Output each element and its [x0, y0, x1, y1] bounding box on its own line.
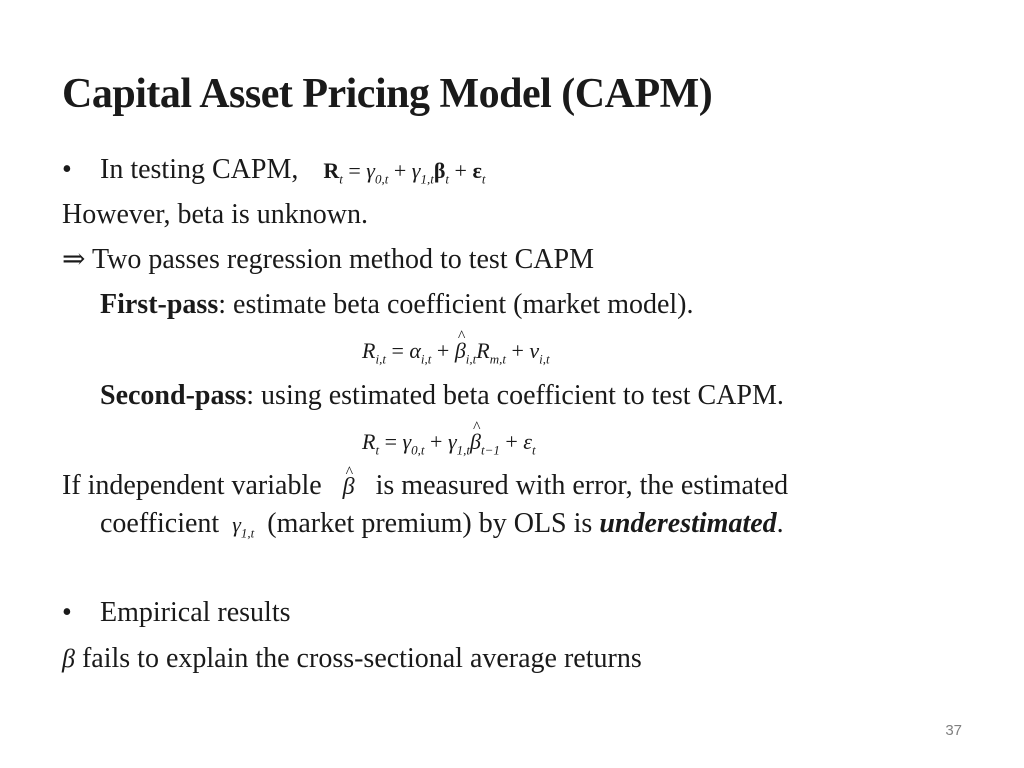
mm-sub-it-alpha: i,t [420, 351, 432, 367]
gamma1-sub: 1,t [240, 525, 255, 541]
mm-nu: ν [529, 338, 540, 363]
however-line: However, beta is unknown. [62, 199, 369, 230]
eq-gamma1: γ [411, 158, 421, 183]
two-passes-text: Two passes regression method to test CAPM [91, 244, 594, 275]
mm-sub-it-nu: i,t [539, 351, 550, 367]
second-pass-label: Second-pass [100, 380, 247, 411]
eq-sub-0t: 0,t [374, 171, 389, 187]
mm-R-m: R [476, 338, 490, 363]
sp-R: R [362, 429, 376, 454]
independent-variable-line [62, 469, 788, 504]
page-number: 37 [945, 722, 962, 739]
eq-gamma0: γ [366, 158, 375, 183]
sp-gamma0: γ [402, 429, 412, 454]
gamma1-inline [232, 512, 255, 541]
sp-equals: = [379, 429, 403, 454]
mm-R: R [362, 338, 376, 363]
eq-epsilon-bold: ε [472, 158, 482, 183]
mm-sub-it-beta: i,t [465, 351, 477, 367]
if-independent-text: If independent variable [62, 470, 322, 501]
slide-title: Capital Asset Pricing Model (CAPM) [62, 71, 713, 117]
sp-sub-t-eps: t [531, 442, 536, 458]
beta-symbol: β [62, 644, 75, 673]
sp-sub-1t: 1,t [456, 442, 471, 458]
fails-to-explain-text: fails to explain the cross-sectional average returns [81, 643, 642, 674]
in-testing-text: In testing CAPM, [100, 154, 299, 185]
two-passes-line [62, 243, 594, 277]
market-model-equation [362, 336, 550, 374]
second-pass-equation [362, 427, 536, 465]
bullet-in-testing [62, 153, 485, 196]
coefficient-text: coefficient [100, 508, 220, 539]
sp-beta-hat: ^ β [470, 427, 481, 457]
bullet-empirical [62, 596, 291, 630]
coefficient-line [100, 507, 784, 550]
mm-plus-2: + [505, 338, 530, 363]
eq-beta-bold: β [433, 158, 446, 183]
beta-fails-line [62, 642, 642, 676]
eq-R-bold: R [323, 158, 340, 183]
second-pass-text: : using estimated beta coefficient to test CAPM. [246, 380, 784, 411]
period: . [776, 508, 784, 539]
sp-epsilon: ε [523, 429, 532, 454]
mm-sub-it: i,t [375, 351, 386, 367]
first-pass-label: First-pass [100, 289, 219, 320]
sp-sub-t: t [375, 442, 380, 458]
first-pass-text: : estimate beta coefficient (market model). [218, 289, 694, 320]
sp-plus-1: + [424, 429, 448, 454]
gamma1-symbol: γ [232, 512, 241, 537]
first-pass-line [100, 288, 694, 322]
mm-alpha: α [409, 338, 421, 363]
eq-equals: = [342, 158, 367, 183]
eq-sub-t-eps: t [481, 171, 486, 187]
mm-beta-hat: ^ β [455, 336, 466, 366]
mm-plus-1: + [431, 338, 455, 363]
mm-sub-mt: m,t [489, 351, 506, 367]
eq-sub-t: t [339, 171, 343, 187]
sp-plus-2: + [499, 429, 524, 454]
mm-equals: = [385, 338, 410, 363]
sp-sub-tminus1: t−1 [480, 442, 500, 458]
eq-plus-2: + [449, 158, 473, 183]
eq-plus-1: + [388, 158, 412, 183]
underestimated-text: underestimated [599, 508, 777, 539]
eq-sub-1t: 1,t [420, 171, 434, 187]
market-premium-text: (market premium) by OLS is [267, 508, 593, 539]
sp-sub-0t: 0,t [411, 442, 425, 458]
empirical-text: Empirical results [100, 597, 291, 628]
second-pass-line [100, 379, 784, 413]
implies-arrow: ⇒ [62, 244, 86, 275]
eq-sub-t-beta: t [445, 171, 450, 187]
bullet-marker: • [62, 154, 72, 185]
capm-equation-matrix [323, 158, 486, 187]
sp-gamma1: γ [447, 429, 457, 454]
measured-with-error-text: is measured with error, the estimated [375, 470, 789, 501]
bullet-marker-2: • [62, 597, 72, 628]
beta-hat-inline: ^ β [343, 470, 355, 504]
